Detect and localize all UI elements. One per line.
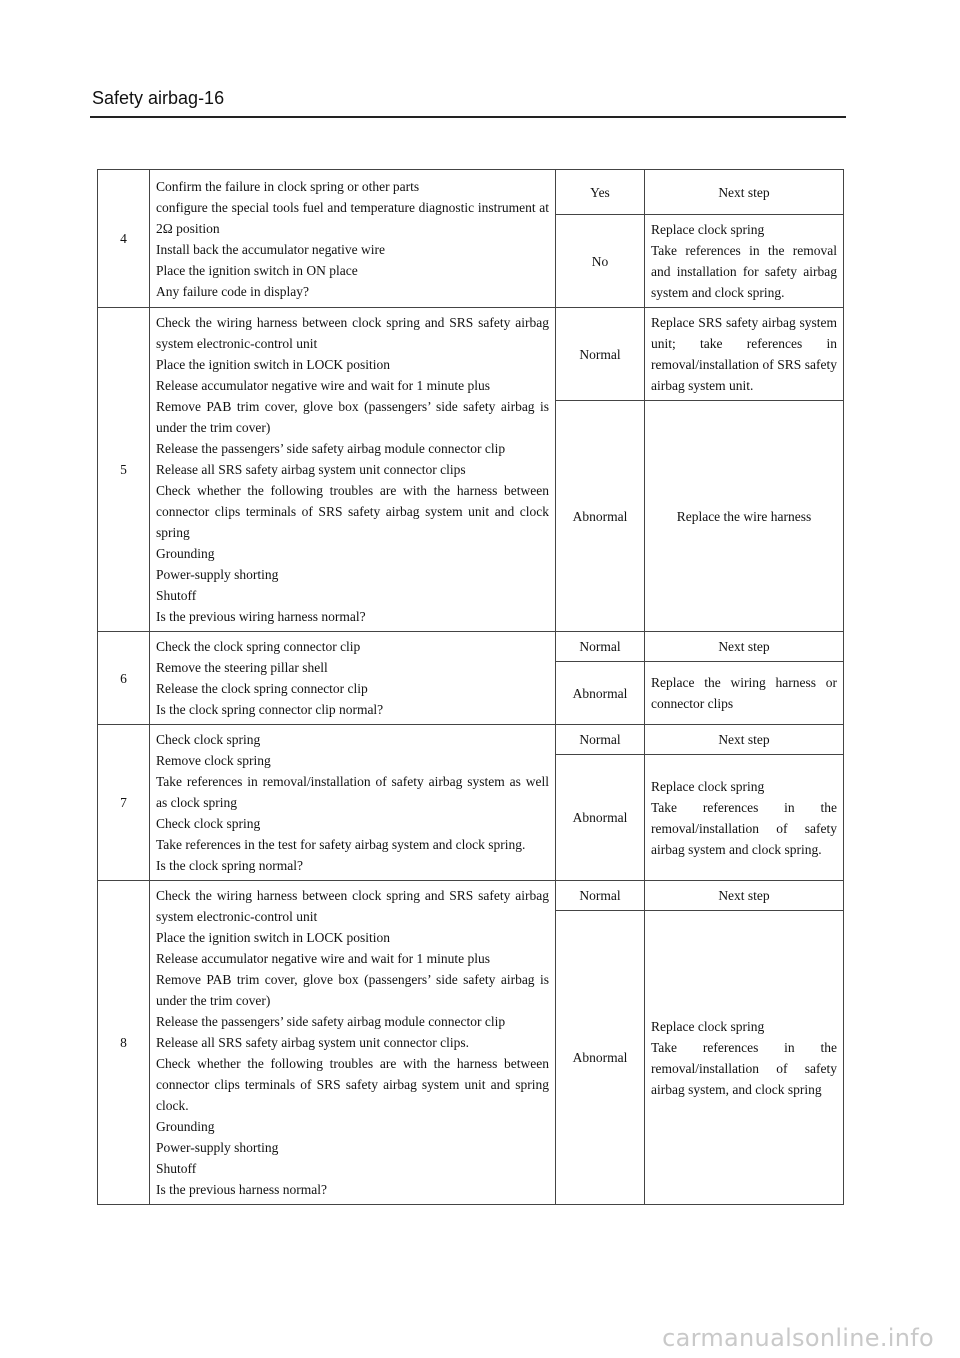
step-row [98,725,844,755]
check-line: Power-supply shorting [156,567,279,582]
step-action [645,215,844,308]
check-line: Install back the accumulator negative wire [156,241,386,257]
check-line: Remove PAB trim cover, glove box (passengers’ side safety airbag is under the trim cover) [156,972,549,1008]
step-row [98,632,844,662]
action-line: Replace clock spring [651,778,765,794]
action-line: Next step [718,888,770,904]
check-line: Check clock spring [156,732,261,747]
check-line: Check the wiring harness between clock spring and SRS safety airbag system electronic-control unit [156,888,549,924]
action-line: Replace SRS safety airbag system unit; take references in removal/installation of SRS safety airbag system unit. [651,315,837,394]
check-line: Shutoff [156,588,197,603]
check-line: Remove PAB trim cover, glove box (passengers’ side safety airbag is under the trim cover) [156,399,549,435]
check-line: Check clock spring [156,816,261,831]
check-line: Is the previous harness normal? [156,1182,327,1197]
step-number: 7 [98,725,150,881]
step-result: Abnormal [556,662,645,725]
check-line: Take references in the test for safety airbag system and clock spring. [156,837,526,852]
step-number: 5 [98,308,150,632]
check-line: Place the ignition switch in LOCK position [156,930,390,945]
check-line: Release accumulator negative wire and wait for 1 minute plus [156,951,491,966]
check-line: Remove the steering pillar shell [156,660,328,675]
step-row [98,881,844,911]
step-result: Yes [556,170,645,215]
action-line: Replace clock spring [651,1018,765,1034]
step-number: 8 [98,881,150,1205]
step-result: Normal [556,308,645,401]
check-line: Check whether the following troubles are with the harness between connector clips terminals of SRS safety airbag system unit and clock spring [156,483,549,540]
step-action [645,911,844,1205]
check-line: Check the wiring harness between clock spring and SRS safety airbag system electronic-control unit [156,315,549,351]
step-result: Normal [556,881,645,911]
check-line: Release the passengers’ side safety airbag module connector clip [156,441,506,456]
step-check-procedure [150,881,556,1205]
step-action [645,170,844,215]
check-line: Grounding [156,1119,215,1134]
step-check-procedure [150,308,556,632]
action-line: Replace the wiring harness or connector clips [651,675,837,711]
step-action [645,725,844,755]
step-action [645,401,844,632]
step-row [98,170,844,215]
action-line: Replace the wire harness [676,508,812,524]
check-line: configure the special tools fuel and temperature diagnostic instrument at 2Ω position [156,199,549,236]
step-result: Abnormal [556,755,645,881]
step-number: 6 [98,632,150,725]
action-line: Replace clock spring [651,222,765,237]
check-line: Is the previous wiring harness normal? [156,609,366,624]
step-action [645,632,844,662]
action-line: Next step [718,184,770,200]
check-line: Release the clock spring connector clip [156,681,368,696]
step-check-procedure [150,632,556,725]
check-line: Shutoff [156,1161,197,1176]
check-line: Power-supply shorting [156,1140,279,1155]
header-divider [90,116,846,118]
step-action [645,662,844,725]
check-line: Confirm the failure in clock spring or other parts [156,178,420,194]
check-line: Grounding [156,546,215,561]
check-line: Place the ignition switch in LOCK position [156,357,390,372]
action-line: Next step [718,639,770,654]
check-line: Check whether the following troubles are with the harness between connector clips terminals of SRS safety airbag system unit and spring clock. [156,1056,549,1113]
step-result: Abnormal [556,401,645,632]
check-line: Is the clock spring normal? [156,858,303,873]
check-line: Release all SRS safety airbag system unit connector clips. [156,1035,470,1050]
check-line: Check the clock spring connector clip [156,639,361,654]
action-line: Take references in the removal/installation of safety airbag system and clock spring. [651,799,837,857]
step-result: Abnormal [556,911,645,1205]
check-line: Release the passengers’ side safety airbag module connector clip [156,1014,506,1029]
check-line: Release all SRS safety airbag system unit connector clips [156,462,466,477]
check-line: Release accumulator negative wire and wait for 1 minute plus [156,378,491,393]
watermark: carmanualsonline.info [662,1324,934,1352]
action-line: Take references in the removal and installation for safety airbag system and clock spring. [651,243,837,300]
step-result: Normal [556,725,645,755]
step-check-procedure [150,725,556,881]
step-result: Normal [556,632,645,662]
action-line: Next step [718,732,770,747]
diagnostic-steps-table [97,169,844,1205]
step-row [98,308,844,401]
step-check-procedure [150,170,556,308]
step-action [645,308,844,401]
action-line: Take references in the removal/installation of safety airbag system, and clock spring [651,1039,837,1097]
check-line: Take references in removal/installation of safety airbag system as well as clock spring [156,774,549,810]
check-line: Is the clock spring connector clip normal? [156,702,384,717]
step-action [645,755,844,881]
check-line: Any failure code in display? [156,283,309,299]
check-line: Remove clock spring [156,753,271,768]
page-header-title: Safety airbag-16 [92,88,225,108]
steps-body [98,170,844,1205]
step-number: 4 [98,170,150,308]
step-result: No [556,215,645,308]
check-line: Place the ignition switch in ON place [156,262,358,278]
step-action [645,881,844,911]
